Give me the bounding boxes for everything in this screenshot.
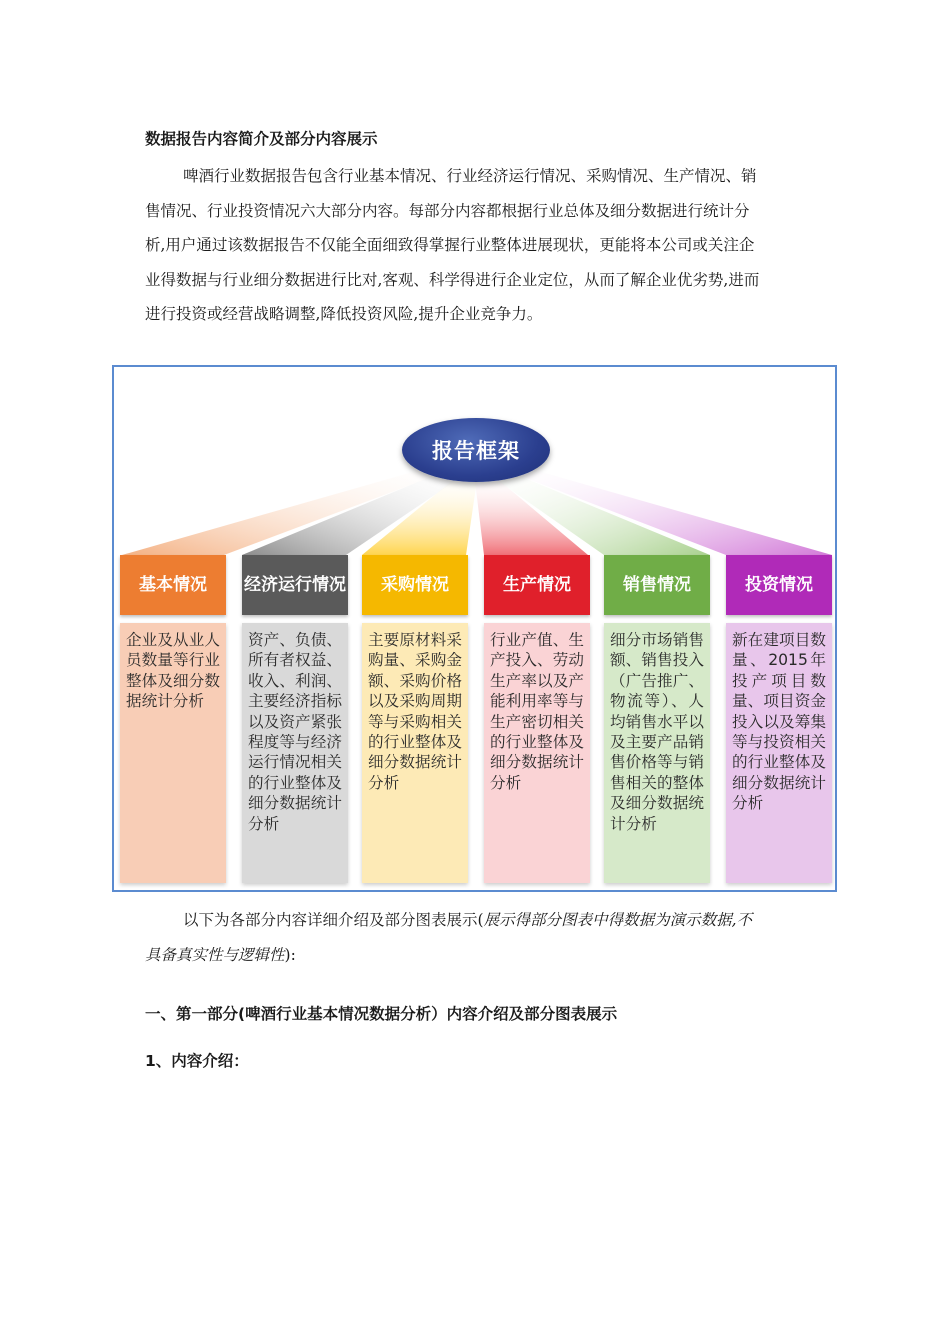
intro-line: 析,用户通过该数据报告不仅能全面细致得掌握行业整体进展现状，更能将本公司或关注企 [145, 236, 755, 254]
section-heading-part1: 一、第一部分(啤酒行业基本情况数据分析）内容介绍及部分图表展示 [145, 1005, 618, 1023]
followup-note: 具备真实性与逻辑性 [145, 945, 285, 964]
section-heading-intro: 数据报告内容简介及部分内容展示 [145, 130, 378, 148]
column-economy [242, 555, 348, 883]
column-header: 销售情况 [604, 555, 710, 615]
column-header: 采购情况 [362, 555, 468, 615]
intro-line: 售情况、行业投资情况六大部分内容。每部分内容都根据行业总体及细分数据进行统计分 [145, 201, 750, 220]
subsection-heading-content: 1、内容介绍： [145, 1052, 249, 1070]
column-investment [726, 555, 832, 883]
column-header: 经济运行情况 [242, 555, 348, 615]
followup-text: 以下为各部分内容详细介绍及部分图表展示( [183, 911, 484, 929]
column-body: 新在建项目数量、2015年投产项目数量、项目资金投入以及筹集等与投资相关的行业整体及细分数据统计分析 [726, 623, 832, 883]
intro-line: 进行投资或经营战略调整,降低投资风险,提升企业竞争力。 [145, 305, 543, 323]
column-sales [604, 555, 710, 883]
column-body: 主要原材料采购量、采购金额、采购价格以及采购周期等与采购相关的行业整体及细分数据统计分析 [362, 623, 468, 883]
followup-note: 展示得部分图表中得数据为演示数据,不 [483, 911, 752, 929]
column-body: 资产、负债、所有者权益、收入、利润、主要经济指标以及资产紧张程度等与经济运行情况相关的行业整体及细分数据统计分析 [242, 623, 348, 883]
column-body: 企业及从业人员数量等行业整体及细分数据统计分析 [120, 623, 226, 883]
column-header: 投资情况 [726, 555, 832, 615]
intro-line: 啤酒行业数据报告包含行业基本情况、行业经济运行情况、采购情况、生产情况、销 [183, 167, 757, 185]
column-basic [120, 555, 226, 883]
followup-line-1 [145, 903, 810, 938]
followup-text: ): [284, 945, 296, 964]
column-body: 行业产值、生产投入、劳动生产率以及产能利用率等与生产密切相关的行业整体及细分数据统计分析 [484, 623, 590, 883]
column-procurement [362, 555, 468, 883]
intro-line: 业得数据与行业细分数据进行比对,客观、科学得进行企业定位，从而了解企业优劣势,进而 [145, 270, 760, 289]
intro-paragraph [145, 159, 810, 332]
report-framework-diagram [112, 365, 837, 892]
column-body: 细分市场销售额、销售投入（广告推广、物流等）、人均销售水平以及主要产品销售价格等与销售相关的整体及细分数据统计分析 [604, 623, 710, 883]
followup-line-2 [145, 938, 810, 973]
column-production [484, 555, 590, 883]
column-header: 生产情况 [484, 555, 590, 615]
diagram-title: 报告框架 [402, 418, 550, 482]
followup-paragraph [145, 903, 810, 972]
column-header: 基本情况 [120, 555, 226, 615]
